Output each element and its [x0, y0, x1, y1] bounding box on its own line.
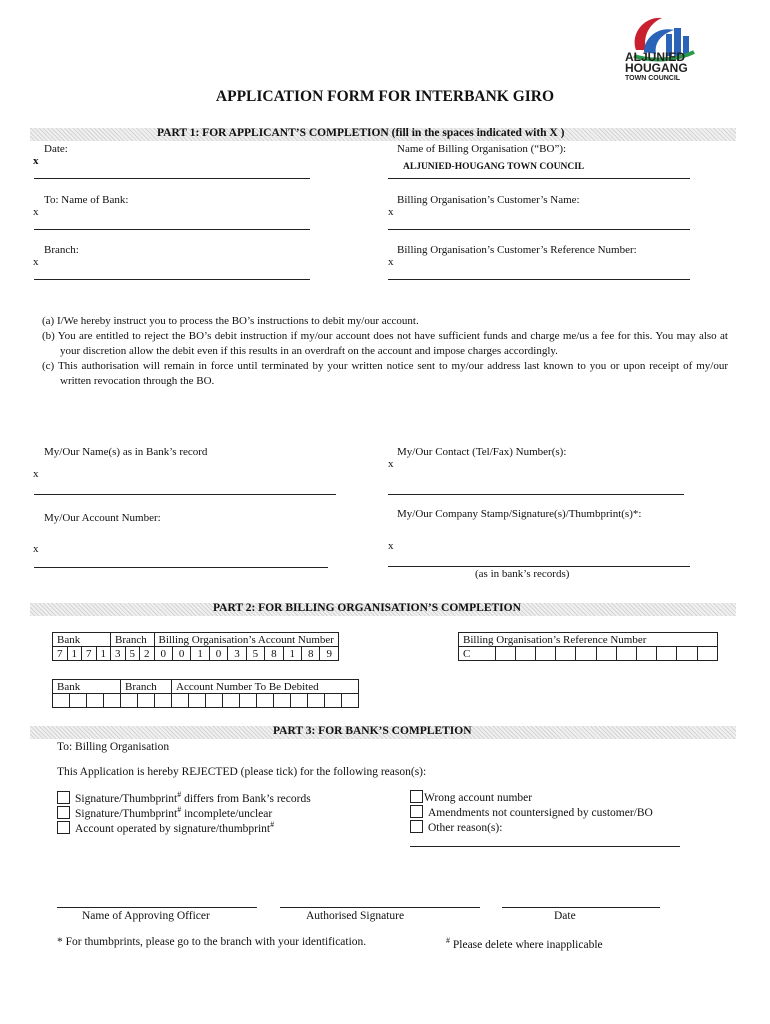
footnote-text: Please delete where inapplicable: [450, 938, 603, 951]
reason-text: Wrong account number: [424, 792, 533, 804]
account-digit: 8: [302, 647, 320, 661]
contact-field[interactable]: [388, 494, 684, 495]
bo-account-header: Billing Organisation’s Account Number: [154, 633, 338, 647]
bo-account-table: [52, 632, 339, 661]
clause-a: (a) I/We hereby instruct you to process the BO’s instructions to debit my/our account.: [42, 315, 419, 327]
debit-bank-digit[interactable]: [87, 694, 104, 708]
clause-c: (c) This authorisation will remain in force until terminated by your written notice sent to my/our address last known to you or upon receipt of my/our written revocation through the BO.: [42, 360, 728, 387]
branch-digit: 2: [140, 647, 155, 661]
reference-digit[interactable]: [657, 647, 677, 661]
debit-account-table: [52, 679, 359, 708]
company-stamp-label: My/Our Company Stamp/Signature(s)/Thumbprint(s)*:: [397, 508, 642, 520]
contact-label: My/Our Contact (Tel/Fax) Number(s):: [397, 446, 567, 458]
reason-amendments: [410, 805, 653, 819]
customer-ref-x-mark: x: [388, 256, 394, 268]
branch-digit: 5: [125, 647, 140, 661]
part3-heading: PART 3: FOR BANK’S COMPLETION: [273, 725, 472, 737]
branch-field[interactable]: [34, 279, 310, 280]
reference-digit[interactable]: [556, 647, 576, 661]
date-signature-label: Date: [554, 910, 576, 922]
part1-heading: PART 1: FOR APPLICANT’S COMPLETION (fill in the spaces indicated with X ): [157, 127, 565, 139]
account-number-field[interactable]: [34, 567, 328, 568]
bank-code-header: Bank: [53, 633, 111, 647]
reference-digit[interactable]: [636, 647, 656, 661]
company-stamp-x-mark: x: [388, 540, 394, 552]
debit-branch-digit[interactable]: [138, 694, 155, 708]
reason-checkbox[interactable]: [410, 805, 423, 818]
other-reason-field[interactable]: [410, 846, 680, 847]
town-council-logo: [622, 12, 712, 96]
reference-digit[interactable]: [495, 647, 515, 661]
account-digit: 8: [265, 647, 283, 661]
debit-account-digit[interactable]: [240, 694, 257, 708]
reason-text-post: incomplete/unclear: [181, 807, 273, 820]
branch-code-header: Branch: [111, 633, 155, 647]
branch-digit: 3: [111, 647, 126, 661]
reason-account-operated: [57, 820, 274, 835]
debit-bank-digit[interactable]: [53, 694, 70, 708]
reason-text: Account operated by signature/thumbprint: [75, 822, 271, 835]
customer-name-label: Billing Organisation’s Customer’s Name:: [397, 194, 580, 206]
reason-text-post: differs from Bank’s records: [181, 792, 311, 805]
reference-digit[interactable]: [596, 647, 616, 661]
debit-bank-header: Bank: [53, 680, 121, 694]
bo-reference-table: [458, 632, 718, 661]
logo-line-1: ALJUNIED: [625, 50, 686, 64]
branch-label: Branch:: [44, 244, 79, 256]
reason-text: Signature/Thumbprint: [75, 807, 178, 820]
debit-bank-digit[interactable]: [70, 694, 87, 708]
reference-digit: C: [459, 647, 496, 661]
branch-x-mark: x: [33, 256, 39, 268]
reference-digit[interactable]: [515, 647, 535, 661]
debit-account-digit[interactable]: [342, 694, 359, 708]
customer-name-field[interactable]: [388, 229, 690, 230]
debit-account-digit[interactable]: [172, 694, 189, 708]
reason-signature-incomplete: [57, 805, 272, 820]
debit-account-digit[interactable]: [291, 694, 308, 708]
delete-footnote: [446, 936, 603, 951]
reason-checkbox[interactable]: [57, 806, 70, 819]
approval-date-field[interactable]: [502, 907, 660, 908]
reason-signature-differs: [57, 790, 311, 805]
debit-account-digit[interactable]: [308, 694, 325, 708]
debit-branch-digit[interactable]: [155, 694, 172, 708]
account-digit: 0: [172, 647, 190, 661]
debit-account-digit[interactable]: [189, 694, 206, 708]
customer-ref-field[interactable]: [388, 279, 690, 280]
debit-account-digit[interactable]: [257, 694, 274, 708]
account-number-label: My/Our Account Number:: [44, 512, 161, 524]
rejected-statement: This Application is hereby REJECTED (please tick) for the following reason(s):: [57, 766, 427, 778]
bank-x-mark: x: [33, 206, 39, 218]
reference-digit[interactable]: [616, 647, 636, 661]
debit-branch-digit[interactable]: [121, 694, 138, 708]
authorisation-clauses: [42, 314, 728, 389]
bo-reference-header: Billing Organisation’s Reference Number: [459, 633, 718, 647]
thumbprint-footnote: * For thumbprints, please go to the branch with your identification.: [57, 936, 367, 948]
reason-checkbox[interactable]: [57, 791, 70, 804]
reason-text: Amendments not countersigned by customer/BO: [428, 807, 653, 819]
account-digit: 1: [191, 647, 209, 661]
reason-text: Other reason(s):: [428, 822, 503, 834]
account-digit: 3: [228, 647, 246, 661]
account-names-label: My/Our Name(s) as in Bank’s record: [44, 446, 208, 458]
reason-sup: #: [270, 820, 275, 829]
form-title: APPLICATION FORM FOR INTERBANK GIRO: [215, 88, 555, 105]
account-digit: 1: [283, 647, 301, 661]
reason-sup: #: [177, 805, 182, 814]
company-stamp-field[interactable]: [388, 566, 690, 567]
account-digit: 5: [246, 647, 264, 661]
authorised-signature-label: Authorised Signature: [306, 910, 405, 922]
debit-account-header: Account Number To Be Debited: [172, 680, 359, 694]
part2-heading: PART 2: FOR BILLING ORGANISATION’S COMPLETION: [213, 602, 521, 614]
footnote-sup: #: [446, 936, 450, 945]
date-x-mark: x: [33, 155, 39, 167]
account-digit: 9: [320, 647, 339, 661]
bo-name-field: [388, 178, 690, 179]
debit-account-digit[interactable]: [206, 694, 223, 708]
reason-sup: #: [177, 790, 182, 799]
logo-line-3: TOWN COUNCIL: [625, 75, 681, 82]
as-in-records-note: (as in bank’s records): [475, 568, 570, 580]
reason-checkbox[interactable]: [410, 790, 423, 803]
approving-officer-label: Name of Approving Officer: [82, 910, 210, 922]
reference-digit[interactable]: [536, 647, 556, 661]
logo-line-2: HOUGANG: [625, 61, 688, 75]
bank-name-field[interactable]: [34, 229, 310, 230]
clause-b: (b) You are entitled to reject the BO’s debit instruction if my/our account does not have sufficient funds and charge me/us a fee for this. You may also at your discretion allow the debit even if this results in an overdraft on the account and impose charges accordingly.: [42, 330, 728, 357]
debit-account-digit[interactable]: [274, 694, 291, 708]
reason-checkbox[interactable]: [410, 820, 423, 833]
customer-ref-label: Billing Organisation’s Customer’s Reference Number:: [397, 244, 637, 256]
bank-digit: 7: [82, 647, 97, 661]
bank-digit: 1: [67, 647, 82, 661]
authorised-signature-field[interactable]: [280, 907, 480, 908]
reference-digit[interactable]: [677, 647, 697, 661]
approving-officer-field[interactable]: [57, 907, 257, 908]
debit-account-digit[interactable]: [325, 694, 342, 708]
account-digit: 0: [154, 647, 172, 661]
debit-branch-header: Branch: [121, 680, 172, 694]
reason-checkbox[interactable]: [57, 821, 70, 834]
account-digit: 0: [209, 647, 227, 661]
date-label: Date:: [44, 143, 68, 155]
reason-other: [410, 820, 502, 834]
debit-account-digit[interactable]: [223, 694, 240, 708]
account-names-x-mark: x: [33, 468, 39, 480]
bank-name-label: To: Name of Bank:: [44, 194, 129, 206]
date-field[interactable]: [34, 178, 310, 179]
account-names-field[interactable]: [34, 494, 336, 495]
bo-name-value: ALJUNIED-HOUGANG TOWN COUNCIL: [403, 162, 585, 172]
account-number-x-mark: x: [33, 543, 39, 555]
customer-name-x-mark: x: [388, 206, 394, 218]
reason-wrong-account: [410, 790, 532, 804]
reason-text: Signature/Thumbprint: [75, 792, 178, 805]
reference-digit[interactable]: [576, 647, 596, 661]
contact-x-mark: x: [388, 458, 394, 470]
bank-digit: 7: [53, 647, 68, 661]
reference-digit[interactable]: [697, 647, 717, 661]
bo-name-label: Name of Billing Organisation (“BO”):: [397, 143, 567, 155]
to-billing-org-label: To: Billing Organisation: [57, 741, 170, 753]
debit-bank-digit[interactable]: [104, 694, 121, 708]
bank-digit: 1: [96, 647, 111, 661]
